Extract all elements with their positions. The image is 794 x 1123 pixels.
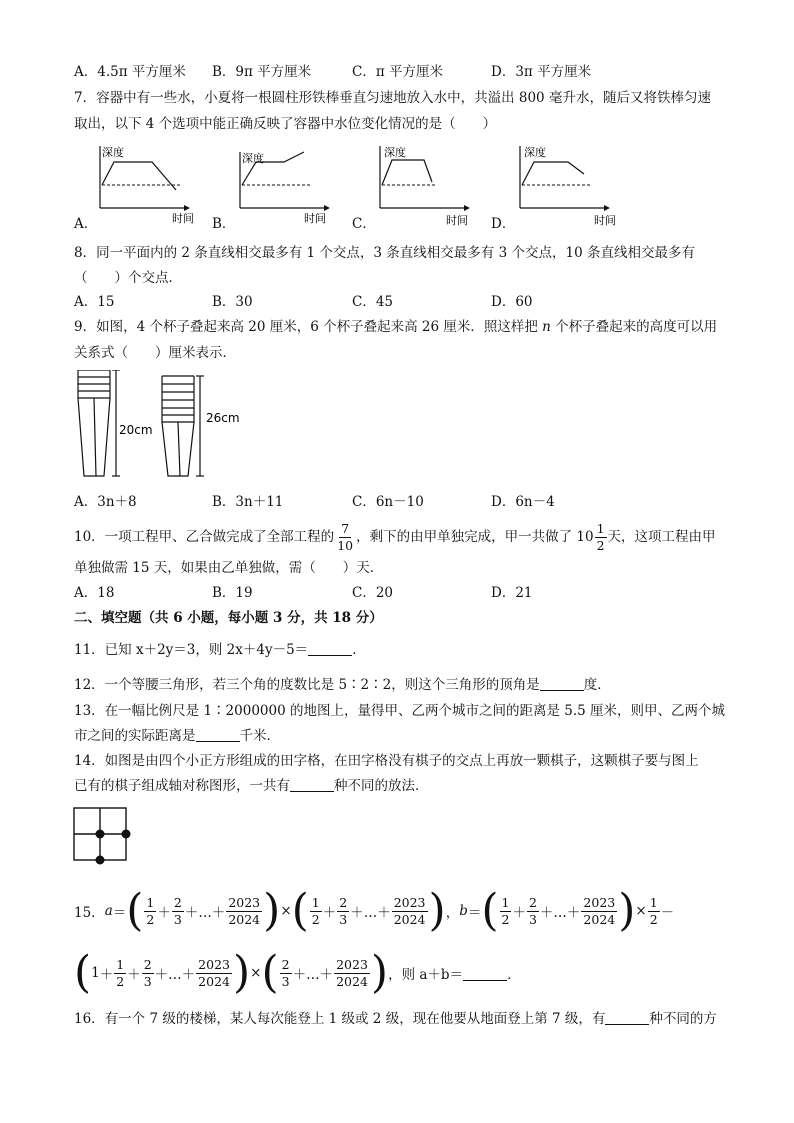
q11: 11．已知 x＋2y＝3，则 2x＋4y－5＝ ．: [74, 642, 366, 658]
q10-stem-line2: 单独做需 15 天，如果由乙单独做，需（ ）天．: [74, 560, 384, 576]
q15-line1: 15． a ＝ ( $\frac{1}{2}$ ＋ $\frac{2}{3}$ ＋…＋ $\frac{2023}{2024}$ ) × ( $\frac{1}{2}$ ＋ $\frac{2}{3}$ ＋…＋ $\frac{2023}{2024}$ ) ， b ＝ ( $\frac{1}{2}$ ＋ $\frac{2}{3}$ ＋…＋ $\frac{2023}{2024}$ ) × $\frac{1}{2}$ －: [74, 885, 675, 936]
q8-stem-line2: （ ）个交点．: [74, 270, 182, 286]
q7-graph-d: [520, 145, 616, 227]
q8-option-b: B．30: [212, 294, 253, 310]
q9-option-a: A．3n＋8: [74, 494, 137, 510]
q7-a-xlabel: 时间: [172, 212, 194, 225]
q7-d-ylabel: 深度: [524, 146, 546, 159]
q10-frac-1-2: $\frac{1}{2}$: [596, 521, 605, 553]
q7-label-c: C．: [352, 216, 376, 232]
q7-label-d: D．: [491, 216, 516, 232]
q9-option-c: C．6n－10: [352, 494, 424, 510]
q9-option-b: B．3n＋11: [212, 494, 284, 510]
q9-stem-line2: 关系式（ ）厘米表示．: [74, 345, 236, 361]
q14-piece-bottom: [96, 856, 105, 865]
q7-stem-line1: 7．容器中有一些水，小夏将一根圆柱形铁棒垂直匀速地放入水中，共溢出 800 毫升水，随后又将铁棒匀速: [74, 90, 711, 106]
q7-graph-a: [100, 145, 194, 225]
q15-blank: [463, 966, 507, 981]
q7-a-ylabel: 深度: [102, 146, 124, 159]
q15-line2: ( 1 ＋ $\frac{1}{2}$ ＋ $\frac{2}{3}$ ＋…＋ $\frac{2023}{2024}$ ) × ( $\frac{2}{3}$ ＋…＋ $\frac{2023}{2024}$ ) ，则 a＋b＝ ．: [74, 947, 521, 998]
q10-option-d: D．21: [491, 585, 533, 601]
q7-label-a: A．: [74, 216, 98, 232]
q8-option-d: D．60: [491, 294, 533, 310]
q9-cups-figure: [72, 370, 272, 485]
q10-option-a: A．18: [74, 585, 115, 601]
q9-label-26cm: 26cm: [206, 411, 240, 425]
q6-option-d: D．3π 平方厘米: [491, 64, 592, 80]
q16-blank: [605, 1010, 649, 1025]
q10-option-c: C．20: [352, 585, 394, 601]
q9-stem-line1: 9．如图，4 个杯子叠起来高 20 厘米，6 个杯子叠起来高 26 厘米．照这样把 n 个杯子叠起来的高度可以用: [74, 319, 718, 335]
q6-option-b: B．9π 平方厘米: [212, 64, 312, 80]
q7-d-xlabel: 时间: [594, 214, 616, 227]
q14-piece-right: [122, 830, 131, 839]
q10-stem-line1: 10．一项工程甲、乙合做完成了全部工程的 $\frac{7}{10}$ ，剩下的由甲单独完成，甲一共做了 10 $\frac{1}{2}$ 天，这项工程由甲: [74, 521, 716, 553]
q7-graph-b: [240, 151, 330, 225]
q10-option-b: B．19: [212, 585, 253, 601]
q14-piece-center: [96, 830, 105, 839]
q7-b-ylabel: 深度: [242, 152, 264, 165]
q8-option-a: A．15: [74, 294, 115, 310]
q7-c-xlabel: 时间: [446, 214, 468, 227]
q14-blank: [290, 777, 334, 792]
section-2-title: 二、填空题（共 6 小题，每小题 3 分，共 18 分）: [74, 610, 383, 626]
q13-line2: 市之间的实际距离是 千米．: [74, 728, 280, 744]
q8-stem-line1: 8．同一平面内的 2 条直线相交最多有 1 个交点，3 条直线相交最多有 3 个交点，10 条直线相交最多有: [74, 245, 695, 261]
q13-blank: [196, 727, 240, 742]
q12: 12．一个等腰三角形，若三个角的度数比是 5∶2∶2，则这个三角形的顶角是 度．: [74, 677, 611, 693]
q7-c-ylabel: 深度: [384, 146, 406, 159]
q10-frac-7-10: $\frac{7}{10}$: [337, 521, 354, 553]
q7-stem-line2: 取出，以下 4 个选项中能正确反映了容器中水位变化情况的是（ ）: [74, 116, 497, 132]
q7-b-xlabel: 时间: [304, 212, 326, 225]
q16: 16．有一个 7 级的楼梯，某人每次能登上 1 级或 2 级，现在他要从地面登上第 7 级，有 种不同的方: [74, 1011, 717, 1027]
q6-option-c: C．π 平方厘米: [352, 64, 443, 80]
q9-option-d: D．6n－4: [491, 494, 555, 510]
q7-graph-c: [380, 145, 470, 227]
q8-option-c: C．45: [352, 294, 394, 310]
q14-line2: 已有的棋子组成轴对称图形，一共有 种不同的放法．: [74, 778, 429, 794]
q12-blank: [540, 676, 584, 691]
q11-blank: [308, 641, 352, 656]
q14-line1: 14．如图是由四个小正方形组成的田字格，在田字格没有棋子的交点上再放一颗棋子，这颗棋子要与图上: [74, 753, 699, 769]
q14-grid-figure: [72, 806, 132, 866]
q7-label-b: B．: [212, 216, 236, 232]
q9-label-20cm: 20cm: [119, 423, 153, 437]
q6-option-a: A．4.5π 平方厘米: [74, 64, 186, 80]
q7-graphs: [0, 140, 794, 240]
q13-line1: 13．在一幅比例尺是 1∶2000000 的地图上，量得甲、乙两个城市之间的距离是 5.5 厘米，则甲、乙两个城: [74, 703, 726, 719]
